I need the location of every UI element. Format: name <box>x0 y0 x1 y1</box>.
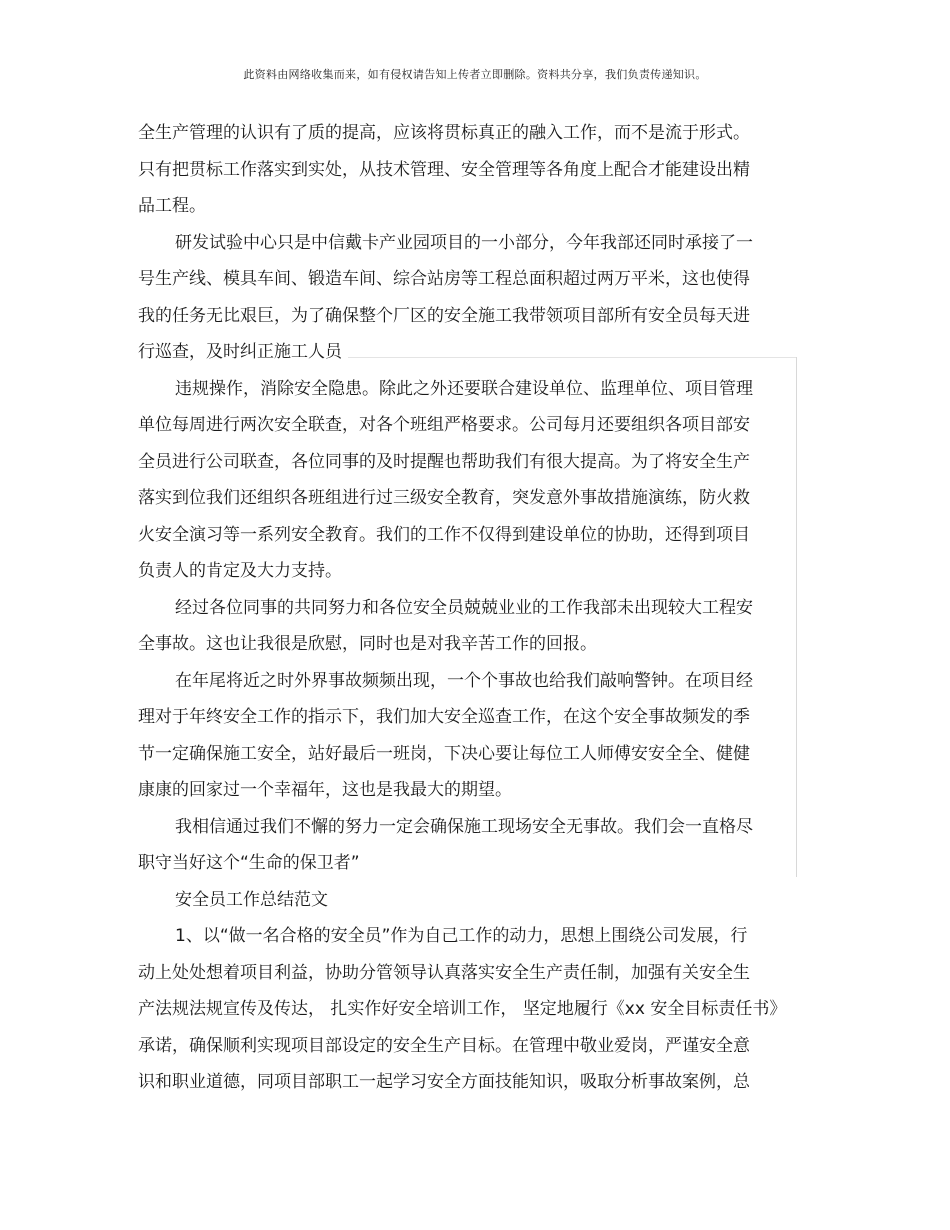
text-line: 识和职业道德，同项目部职工一起学习安全方面技能知识，吸取分析事故案例，总 <box>138 1072 750 1092</box>
frame-border-right <box>796 357 797 877</box>
text-line: 全生产管理的认识有了质的提高，应该将贯标真正的融入工作，而不是流于形式。 <box>138 123 750 143</box>
document-body <box>138 115 787 1101</box>
text-line: 安全员工作总结范文 <box>175 889 328 910</box>
text-line: 号生产线、模具车间、锻造车间、综合站房等工程总面积超过两万平米，这也使得 <box>138 269 750 289</box>
text-line: 违规操作，消除安全隐患。除此之外还要联合建设单位、监理单位、项目管理 <box>175 378 753 399</box>
text-line: 我相信通过我们不懈的努力一定会确保施工现场安全无事故。我们会一直格尽 <box>175 816 753 837</box>
text-line: 康康的回家过一个幸福年，这也是我最大的期望。 <box>138 780 512 800</box>
text-line: 在年尾将近之时外界事故频频出现，一个个事故也给我们敲响警钟。在项目经 <box>175 670 753 691</box>
text-line: 行巡查，及时纠正施工人员 <box>138 342 342 362</box>
text-line: 理对于年终安全工作的指示下，我们加大安全巡查工作，在这个安全事故频发的季 <box>138 707 750 727</box>
text-line: 我的任务无比艰巨，为了确保整个厂区的安全施工我带领项目部所有安全员每天进 <box>138 305 750 326</box>
text-line: 产法规法规宣传及传达， 扎实作好安全培训工作， 坚定地履行《xx 安全目标责任书》 <box>138 999 787 1019</box>
text-line: 负责人的肯定及大力支持。 <box>138 561 342 581</box>
text-line: 火安全演习等一系列安全教育。我们的工作不仅得到建设单位的协助，还得到项目 <box>138 524 750 545</box>
text-line: 单位每周进行两次安全联查，对各个班组严格要求。公司每月还要组织各项目部安 <box>138 415 750 435</box>
text-line: 全事故。这也让我很是欣慰，同时也是对我辛苦工作的回报。 <box>138 634 597 654</box>
text-line: 品工程。 <box>138 196 206 216</box>
text-line: 落实到位我们还组织各班组进行过三级安全教育，突发意外事故措施演练，防火救 <box>138 488 750 508</box>
text-line: 研发试验中心只是中信戴卡产业园项目的一小部分，今年我部还同时承接了一 <box>175 232 753 253</box>
header-disclaimer: 此资料由网络收集而来，如有侵权请告知上传者立即删除。资料共分享，我们负责传递知识。 <box>243 68 707 81</box>
text-line: 全员进行公司联查，各位同事的及时提醒也帮助我们有很大提高。为了将安全生产 <box>138 451 750 472</box>
text-line: 经过各位同事的共同努力和各位安全员兢兢业业的工作我部未出现较大工程安 <box>175 597 753 618</box>
text-line: 1、以“做一名合格的安全员”作为自己工作的动力，思想上围绕公司发展，行 <box>175 926 748 946</box>
text-line: 职守当好这个“生命的保卫者” <box>138 853 360 873</box>
text-line: 承诺，确保顺利实现项目部设定的安全生产目标。在管理中敬业爱岗，严谨安全意 <box>138 1035 750 1056</box>
text-line: 节一定确保施工安全，站好最后一班岗，下决心要让每位工人师傅安安全全、健健 <box>138 743 750 764</box>
text-line: 动上处处想着项目利益，协助分管领导认真落实安全生产责任制，加强有关安全生 <box>138 962 750 983</box>
text-line: 只有把贯标工作落实到实处，从技术管理、安全管理等各角度上配合才能建设出精 <box>138 159 750 180</box>
